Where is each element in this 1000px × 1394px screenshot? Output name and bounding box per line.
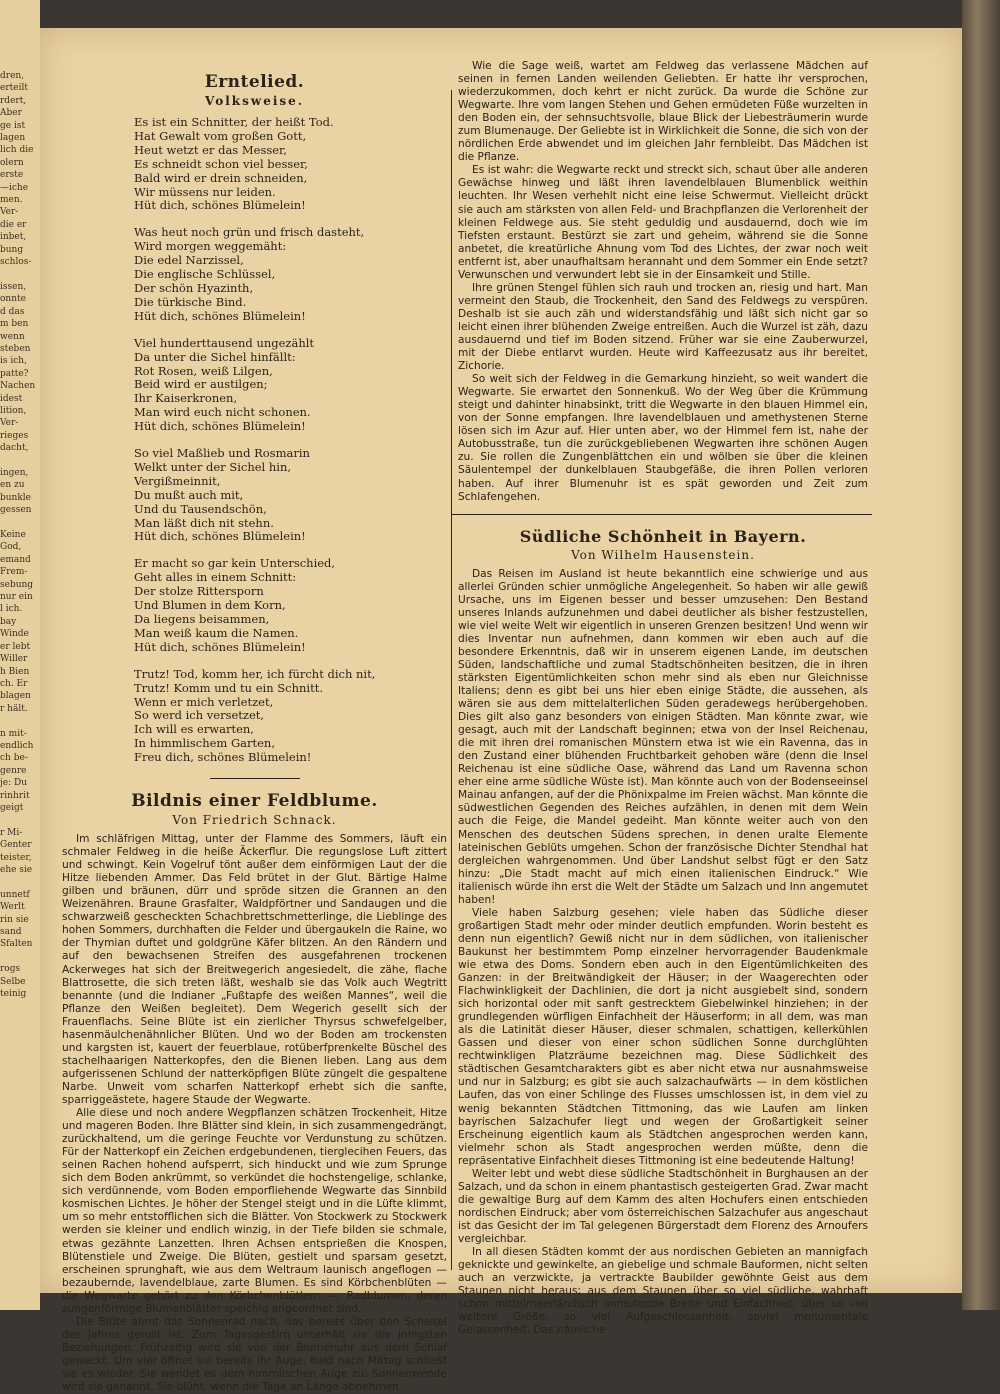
- poem-line: Rot Rosen, weiß Lilgen,: [134, 363, 273, 378]
- poem-line: Man wird euch nicht schonen.: [134, 405, 311, 420]
- paragraph: Viele haben Salzburg gesehen; viele haben das Südliche dieser großartigen Stadt mehr oder minder deutlich empfunden. Worin besteht es denn nun eigentlich? Gewiß nicht nur in dem südlichen, von italienischer Baukunst her bestimmtem Pomp einzelner hervorragender Baudenkmale wie etwa des Doms. Sondern eben auch in den Eigentümlichkeiten des Ganzen: in der Breitwändigkeit der Häuser; in der Waagerechten oder Flachwinkligkeit der Dachlinien, die dort ja nicht ausgiebelt sind, sondern sich horizontal oder mit sanft gestrecktem Giebelwinkel hinziehen; in der grundlegenden würfligen Einfachheit der Häuserform; in all dem, was man als die Latinität dieser Häuser, dieser schmalen, schattigen, kellerkühlen Gassen und dieser von einer schon südlichen Sonne durchglühten rechtwinkligen Platzräume bezeichnen mag. Diese Südlichkeit des städtischen Gesamtcharakters gibt es aber nicht etwa nur ausnahmsweise und nur in Salzburg; es gibt sie auch salzachaufwärts — in dem köstlichen Laufen, das von einer Schlinge des Flusses umschlossen ist, in dem viel zu wenig bekannten Städtchen Tittmoning, das wie Laufen am linken bayrischen Salzachufer liegt und wegen der Großartigkeit seiner Erscheinung eigentlich kaum als Städtchen angesprochen werden kann, vielmehr schon als Stadt angesprochen werden müßte, denn die repräsentative Einfachheit dieses Tittmoning ist eine bedeutende Haltung!: [458, 906, 868, 1167]
- poem-line: Er macht so gar kein Unterschied,: [134, 556, 336, 571]
- poem-line: In himmlischem Garten,: [134, 736, 275, 751]
- poem-line: Und Blumen in dem Korn,: [134, 598, 286, 613]
- paragraph: Alle diese und noch andere Wegpflanzen schätzen Trockenheit, Hitze und mageren Boden. Ihre Blätter sind klein, in sich zusammengedrängt, zurückhaltend, um die geringe Feuchte vor Verdunstung zu schützen. Für der Natterkopf ein Zeichen erdgebundenen, tierglecihen Feuers, das seinen Rachen hohend aufsperrt, sich hinduckt und wie zum Sprunge sich dem Boden ankrümmt, so verkündet die hochstengelige, schlanke, sich verdünnende, vom Boden emporfliehende Wegwarte das Sinnbild kosmischen Lichtes. Je höher der Stengel steigt und in die Lüfte klimmt, um so mehr entstofflichen sich die Blätter. Von Stockwerk zu Stockwerk werden sie kleiner und endlich winzig, in der Tiefe bilden sie schmale, etwas gezähnte Lanzetten. Ihren Achsen entsprießen die Knospen, Blütenstiele und Zweige. Die Blüten, gestielt und sparsam gesetzt, erscheinen sprunghaft, wie aus dem Weltraum launisch angeflogen — bezaubernde, lavendelblaue, zarte Blumen. Es sind Körbchenblüten — die Wegwarte gehört zu den Körbchenblütlern —, Radblumen, deren zungenförmige Blumenblätter speichig angeordnet sind.: [62, 1107, 447, 1315]
- poem-line: Hat Gewalt vom großen Gott,: [134, 128, 307, 143]
- poem-stanza: [134, 226, 447, 323]
- poem-stanza: [134, 557, 447, 654]
- book-spine: [962, 0, 1000, 1310]
- poem-line: Man weiß kaum die Namen.: [134, 625, 299, 640]
- poem-line: Hüt dich, schönes Blümelein!: [134, 639, 306, 654]
- poem-line: Wir müssens nur leiden.: [134, 184, 276, 199]
- poem-line: Beid wird er austilgen;: [134, 377, 268, 392]
- poem-line: Wird morgen weggemäht:: [134, 239, 287, 254]
- paragraph: Das Reisen im Ausland ist heute bekanntlich eine schwierige und aus allerlei Gründen schier unmögliche Angelegenheit. So haben wir alle gewiß Ursache, uns im Eigenen besser und besser umzusehen: Den Bestand unseres Inlands aufzunehmen und dabei deutlicher als bisher festzustellen, wie viel weite Welt wir eigentlich in unseren Grenzen besitzen! Und wenn wir dies Inventar nun aufnehmen, dann kommen wir eben auch auf die besondere Erkenntnis, daß wir in unserem eigenen Lande, im deutschen Süden, landschaftliche und zumal Stadtschönheiten besitzen, die in ihren stärksten Eigentümlichkeiten schon mehr sind als eben nur Gleichnisse Italiens; denn es gibt bei uns hier eben einige Städte, die aussehen, als wären sie aus dem mittelalterlichen Süden geradewegs herübergehoben. Dies gilt also ganz besonders von einigen Städten. Man könnte zwar, wie gesagt, auch mit der Landschaft beginnen; etwa von der Insel Reichenau, die mit ihren drei romanischen Münstern etwa ist wie ein Ravenna, das in den Zustand einer blühenden Fruchtbarkeit gehoben wäre (denn die Insel Reichenau ist eine südliche Oase, während das Land um Ravenna schon eher eine arme südliche Wüste ist). Man könnte auch von der Bodenseeinsel Mainau anfangen, auf der die Phönixpalme im Freien wächst. Man könnte die südwestlichen Gegenden des Reiches aufzählen, in denen mit dem Wein auch die Feige, die Mandel gedeiht. Man könnte weiter auch von den Menschen des deutschen Südens sprechen, in denen uralte Elemente lateinischen Geblüts umgehen. Schon der französische Dichter Stendhal hat dergleichen wahrgenommen. Und über Landshut selbst fügt er den Satz hinzu: „Die Stadt macht auf mich einen italienischen Eindruck.“ Wie italienisch würde ihn erst die Welt der Städte um Salzach und Inn angemutet haben!: [458, 567, 868, 906]
- left-column: [62, 60, 447, 1394]
- poem-line: Der schön Hyazinth,: [134, 280, 254, 295]
- poem-line: Der stolze Rittersporn: [134, 584, 264, 599]
- poem-line: Was heut noch grün und frisch dasteht,: [134, 225, 365, 240]
- poem-line: Hüt dich, schönes Blümelein!: [134, 198, 306, 213]
- paragraph: Es ist wahr: die Wegwarte reckt und streckt sich, schaut über alle anderen Gewächse hinweg und läßt ihren lavendelblauen Blumenblick weithin leuchten. Ihr Wesen verhehlt nicht eine leise Schwermut. Vielleicht drückt sie auch am stärksten von allen Feld- und Brachpflanzen die Verlorenheit der kleinen Feldwege aus. Sie steht geduldig und ausdauernd, doch wie im Tiefsten erstaunt. Bestürzt sie zart und geheim, während sie die Sonne anbetet, die kreatürliche Ahnung vom Tod des Lichtes, der zwar noch weit entfernt ist, aber unaufhaltsam herannaht und dem Sommer ein Ende setzt? Verwunschen und verwundert lebt sie in der Einsamkeit und Stille.: [458, 164, 868, 281]
- poem-stanza: [134, 447, 447, 544]
- poem-body: [62, 116, 447, 765]
- column-rule: [451, 90, 452, 1270]
- poem-line: Trutz! Tod, komm her, ich fürcht dich nit,: [134, 666, 376, 681]
- poem-line: Da unter die Sichel hinfällt:: [134, 349, 296, 364]
- poem-line: Du mußt auch mit,: [134, 487, 244, 502]
- poem-stanza: [134, 668, 447, 765]
- section-divider: [452, 514, 872, 515]
- poem-line: Und du Tausendschön,: [134, 501, 267, 516]
- article1-title: Bildnis einer Feldblume.: [131, 791, 378, 812]
- article1-author: Von Friedrich Schnack.: [172, 813, 337, 828]
- poem-line: So viel Maßlieb und Rosmarin: [134, 446, 310, 461]
- poem-title: Erntelied.: [204, 72, 305, 92]
- adjacent-page-edge: [0, 0, 40, 1310]
- poem-line: Hüt dich, schönes Blümelein!: [134, 529, 306, 544]
- adjacent-page-text: dren, erteilt rdert, Aber ge ist lagen lich die olern erste —iche men. Ver- die er inbet, bung schlos- issen, onnte d das m ben wenn steben is ich, patte? Nachen idest lition, Ver- rieges dacht, ingen, en zu bunkle gessen Keine God, emand Frem- sebung nur ein l ich. bay Winde er lebt Willer h Bien ch. Er blagen r hält. n mit- endlich ch be- genre je: Du rinhrit geigt r Mi- Genter teister, ehe sie unnetf Werlt rin sie sand Sfalten rogs Selbe teinig: [0, 71, 36, 1000]
- paragraph: Ihre grünen Stengel fühlen sich rauh und trocken an, riesig und hart. Man vermeint den Staub, die Trockenheit, den Sand des Feldwegs zu verspüren. Deshalb ist sie auch zäh und widerstandsfähig und läßt sich nicht gar so leicht einen ihrer blühenden Zweige entreißen. Auch die Wurzel ist zäh, dazu ausdauernd und tief im Boden sitzend. Früher war sie eine Zauberwurzel, mit der Diebe entlarvt wurden. Heute wird Kaffeezusatz aus ihr bereitet, Zichorie.: [458, 281, 868, 373]
- poem-line: Die englische Schlüssel,: [134, 267, 276, 282]
- article2-title: Südliche Schönheit in Bayern.: [519, 526, 807, 546]
- section-divider: [210, 778, 300, 779]
- paragraph: Weiter lebt und webt diese südliche Stadtschönheit in Burghausen an der Salzach, und da schon in einem phantastisch gesteigerten Grad. Zwar macht die gewaltige Burg auf dem Kamm des alten Hochufers einen entschieden nordischen Eindruck; aber vom österreichischen Salzachufer aus angeschaut ist das Gesicht der im Tal gelegenen Bürgerstadt dem Florenz des Arnoufers vergleichbar.: [458, 1167, 868, 1245]
- paragraph: Die Blüte ahmt das Sonnenrad nach, das bereits über den Scheitel des Jahres gerollt ist. Zum Tagesgestirn unterhält sie die innigsten Beziehungen. Frühzeitig wird sie von der Blumenuhr aus dem Schlaf geweckt. Um vier öffnet sie bereits ihr Auge, bald nach Mittag schließt sie es wieder. Sie wendet es dem himmlischen Auge zu: Sonnenwende wird sie genannt. Sie blüht, wenn die Tage an Länge abnehmen.: [62, 1315, 447, 1394]
- poem-line: Es schneidt schon viel besser,: [134, 156, 308, 171]
- paragraph: Wie die Sage weiß, wartet am Feldweg das verlassene Mädchen auf seinen in fernen Landen weilenden Geliebten. Er hatte ihr versprochen, wiederzukommen, doch kehrt er nicht zurück. Da wurde die Schöne zur Wegwarte. Ihre vom langen Stehen und Gehen ermüdeten Füße wurzelten in den Boden ein, der sehnsuchtsvolle, blaue Blick der Liebesträumerin wurde zum Blumenauge. Der Geliebte ist in Wirklichkeit die Sonne, die sich von der nördlichen Erde abwendet und im gleichen Jahr fernbleibt. Das Mädchen ist die Pflanze.: [458, 60, 868, 164]
- poem-line: Bald wird er drein schneiden,: [134, 170, 308, 185]
- paragraph: Im schläfrigen Mittag, unter der Flamme des Sommers, läuft ein schmaler Feldweg in die heiße Äckerflur. Die regungslose Luft zittert und schwingt. Kein Vogelruf tönt außer dem einförmigen Laut der die Hitze liebenden Ammer. Das Feld brütet in der Glut. Bärtige Halme gilben und bräunen, dürr und spröde sitzen die Grannen an den Weizenähren. Braune Grasfalter, Waldpförtner und Sandaugen und die schwarzweiß gescheckten Schachbrettschmetterlinge, die Lieblinge des hohen Sommers, durchhaften die Felder und übergaukeln die Raine, wo der Thymian duftet und goldgrüne Käfer blitzen. An den Rändern und auf den bewachsenen Streifen des ausgefahrenen trockenen Ackerweges hat sich der Breitwegerich angesiedelt, die zähe, flache Blattrosette, die sich treten läßt, weshalb sie das Volk auch Wegtritt benannte (und die Indianer „Fußtapfe des weißen Mannes“, weil die Pflanze den Weißen begleitet). Dem Wegerich gesellt sich der Frauenflachs. Seine Blüte ist ein zierlicher Thyrsus schwefelgelber, hasenmäulchenähnlicher Blüten. Und wo der Boden am trockensten und kargsten ist, kauert der feuerblaue, rotüberfprenkelte Büschel des stachelhaarigen Natterkopfes, den die Bienen lieben. Lang aus dem aufgerissenen Schlund der natterköpfigen Blüte züngelt die gespaltene Narbe. Unweit vom scharfen Natterkopf erhebt sich die sanfte, sparriggeästete, hagere Staude der Wegwarte.: [62, 833, 447, 1106]
- poem-line: Die türkische Bind.: [134, 294, 247, 309]
- poem-stanza: [134, 116, 447, 213]
- article1-continued-body: [458, 60, 868, 504]
- poem-line: Viel hunderttausend ungezählt: [134, 335, 315, 350]
- poem-line: Vergißmeinnit,: [134, 473, 221, 488]
- paragraph: So weit sich der Feldweg in die Gemarkung hinzieht, so weit wandert die Wegwarte. Sie erwartet den Sonnenkuß. Wo der Weg über die Krümmung steigt und dahinter hinabsinkt, tritt die Wegwarte in den blauen Himmel ein, von der Sonne empfangen. Ihre lavendelblauen und amethystenen Sterne lösen sich im Azur auf. Hier unten aber, wo der Himmel fern ist, nahe der Autobusstraße, tun die zurückgebliebenen Wegwarten ihre schönen Augen zu. Sie rollen die Zungenblättchen ein und wölben sie über die kleinen Säulentempel der dunkelblauen Staubgefäße, die ihren Pollen verloren haben. Auf ihrer Blumenuhr ist es spät geworden und Zeit zum Schlafengehen.: [458, 373, 868, 503]
- poem-line: Man läßt dich nit stehn.: [134, 515, 274, 530]
- paragraph: In all diesen Städten kommt der aus nordischen Gebieten an mannigfach geknickte und gewinkelte, an giebelige und schmale Bauformen, nicht selten auch an verzwickte, ja vertrackte Baubilder gewöhnte Geist aus dem Staunen nicht heraus; aus dem Staunen über so viel südliche, wahrhaft schon mittelmeerländisch anmutende Breite und Einfachheit, über so viel weitere Größe, so viel Aufgeschlossenheit, soviel monumentale Gelassenheit. Das nämliche: [458, 1246, 868, 1337]
- poem-line: Wenn er mich verletzet,: [134, 694, 274, 709]
- article2-author: Von Wilhelm Hausenstein.: [571, 547, 755, 562]
- poem-line: Hüt dich, schönes Blümelein!: [134, 419, 306, 434]
- poem-line: Die edel Narzissel,: [134, 253, 244, 268]
- poem-line: Hüt dich, schönes Blümelein!: [134, 308, 306, 323]
- poem-line: Ich will es erwarten,: [134, 722, 254, 737]
- poem-line: Heut wetzt er das Messer,: [134, 142, 287, 157]
- article2-body: [458, 568, 868, 1338]
- right-column: [458, 60, 868, 1337]
- poem-line: Trutz! Komm und tu ein Schnitt.: [134, 680, 323, 695]
- poem-line: Freu dich, schönes Blümelein!: [134, 750, 312, 765]
- poem-stanza: [134, 337, 447, 434]
- poem-line: Welkt unter der Sichel hin,: [134, 459, 292, 474]
- poem-line: Geht alles in einem Schnitt:: [134, 570, 297, 585]
- poem-subtitle: Volksweise.: [205, 94, 304, 108]
- poem-line: Ihr Kaiserkronen,: [134, 391, 238, 406]
- poem-line: So werd ich versetzet,: [134, 708, 265, 723]
- poem-line: Da liegens beisammen,: [134, 612, 270, 626]
- poem-line: Es ist ein Schnitter, der heißt Tod.: [134, 115, 334, 129]
